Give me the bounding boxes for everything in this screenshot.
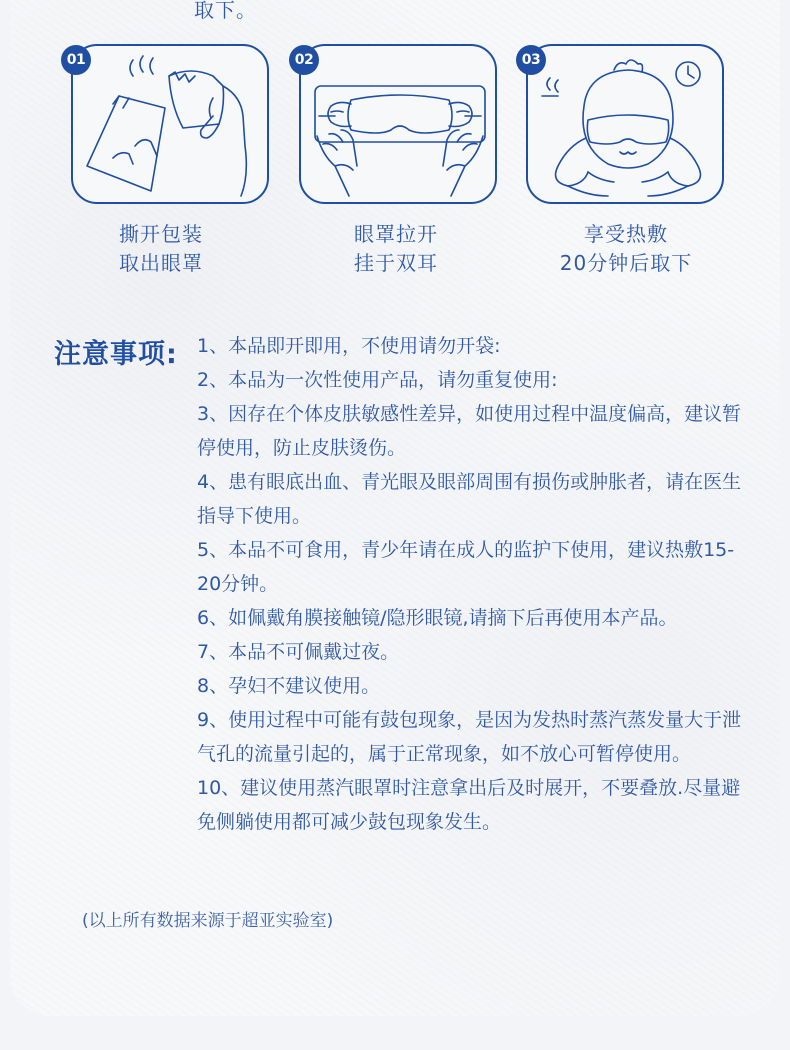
note-item: 1、本品即开即用，不使用请勿开袋:	[197, 335, 501, 357]
source-note: (以上所有数据来源于超亚实验室)	[82, 911, 334, 931]
note-item: 4、患有眼底出血、青光眼及眼部周围有损伤或肿胀者，请在医生指导下使用。	[197, 471, 742, 527]
note-item: 7、本品不可佩戴过夜。	[197, 641, 400, 663]
note-item: 5、本品不可食用，青少年请在成人的监护下使用，建议热敷15-20分钟。	[197, 539, 735, 595]
note-item: 8、孕妇不建议使用。	[197, 675, 381, 697]
tear-package-icon	[73, 46, 271, 206]
step-2-caption-line1: 眼罩拉开	[354, 222, 438, 246]
step-1-panel	[71, 44, 269, 204]
step-3-caption	[526, 220, 726, 278]
wear-mask-icon	[528, 46, 726, 206]
previous-text-remnant: 取下。	[194, 0, 257, 22]
step-2-number-badge: 02	[289, 45, 319, 75]
step-3-number-badge: 03	[516, 45, 546, 75]
note-item: 6、如佩戴角膜接触镜/隐形眼镜,请摘下后再使用本产品。	[197, 607, 678, 629]
note-item: 3、因存在个体皮肤敏感性差异，如使用过程中温度偏高，建议暂停使用，防止皮肤烫伤。	[197, 403, 742, 459]
step-3-caption-line2: 20分钟后取下	[559, 251, 693, 275]
step-1-number-badge: 01	[61, 45, 91, 75]
step-2-caption-line2: 挂于双耳	[354, 251, 438, 275]
note-item: 9、使用过程中可能有鼓包现象，是因为发热时蒸汽蒸发量大于泄气孔的流量引起的，属于正常现象，如不放心可暂停使用。	[197, 709, 742, 765]
step-1-caption	[61, 220, 261, 278]
stretch-mask-icon	[301, 46, 499, 206]
step-1-caption-line2: 取出眼罩	[119, 251, 203, 275]
step-3-caption-line1: 享受热敷	[584, 222, 668, 246]
notes-list	[197, 329, 742, 839]
step-2-caption	[296, 220, 496, 278]
step-3-panel	[526, 44, 724, 204]
step-2-panel	[299, 44, 497, 204]
notes-title: 注意事项:	[54, 339, 178, 370]
step-1-caption-line1: 撕开包装	[119, 222, 203, 246]
note-item: 2、本品为一次性使用产品，请勿重复使用:	[197, 369, 558, 391]
note-item: 10、建议使用蒸汽眼罩时注意拿出后及时展开，不要叠放.尽量避免侧躺使用都可减少鼓包现象发生。	[197, 777, 741, 833]
